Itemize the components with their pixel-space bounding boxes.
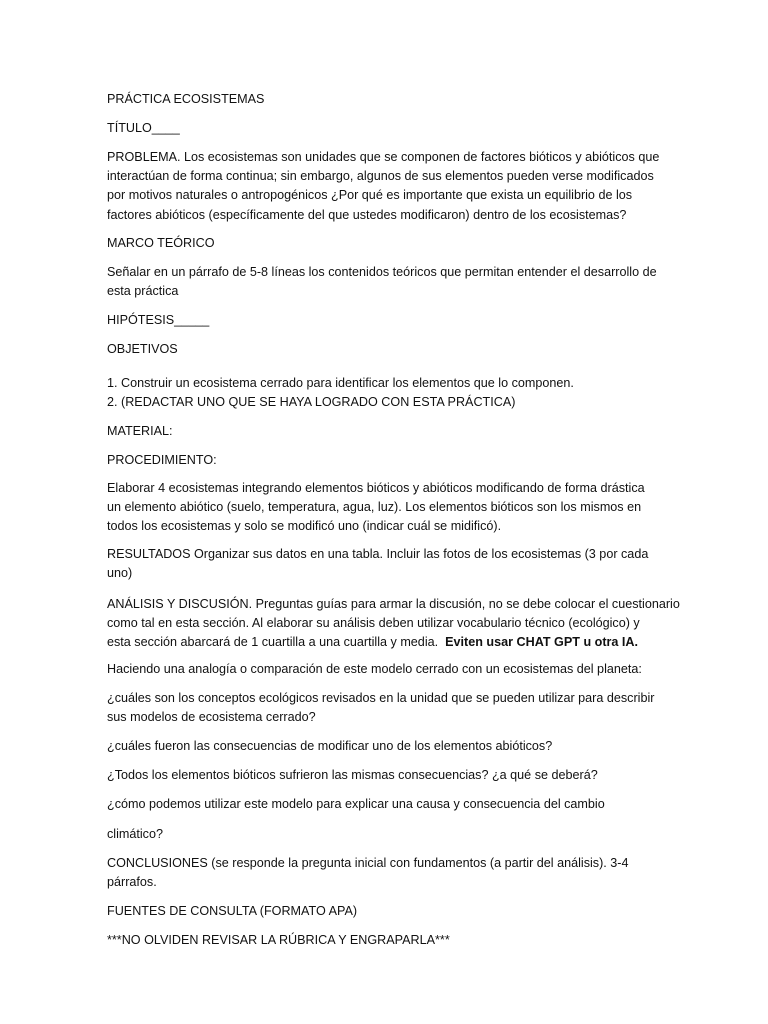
- pregunta-1: [107, 689, 654, 727]
- problema-paragraph: [107, 148, 659, 225]
- procedimiento-line: Elaborar 4 ecosistemas integrando elementos bióticos y abióticos modificando de forma drástica: [107, 481, 645, 495]
- procedimiento-heading: PROCEDIMIENTO:: [107, 453, 217, 467]
- analisis-line: [107, 633, 680, 652]
- pregunta-4: ¿cómo podemos utilizar este modelo para explicar una causa y consecuencia del cambio: [107, 797, 605, 811]
- problema-line: factores abióticos (específicamente del que ustedes modificaron) dentro de los ecosistemas?: [107, 207, 627, 222]
- pregunta-1-line: sus modelos de ecosistema cerrado?: [107, 710, 316, 725]
- pregunta-2: ¿cuáles fueron las consecuencias de modificar uno de los elementos abióticos?: [107, 739, 553, 753]
- pregunta-3: ¿Todos los elementos bióticos sufrieron las mismas consecuencias? ¿a qué se deberá?: [107, 768, 598, 782]
- analisis-line: como tal en esta sección. Al elaborar su análisis deben utilizar vocabulario técnico (ecológico) y: [107, 616, 640, 631]
- problema-line: PROBLEMA. Los ecosistemas son unidades que se componen de factores bióticos y abióticos que: [107, 150, 660, 164]
- conclusiones-paragraph: [107, 854, 629, 892]
- objetivo-item: 2. (REDACTAR UNO QUE SE HAYA LOGRADO CON ESTA PRÁCTICA): [107, 395, 516, 410]
- objetivo-item: 1. Construir un ecosistema cerrado para identificar los elementos que lo componen.: [107, 376, 574, 390]
- procedimiento-line: un elemento abiótico (suelo, temperatura, agua, luz). Los elementos bióticos son los mismos en: [107, 500, 642, 515]
- conclusiones-line: párrafos.: [107, 875, 157, 890]
- resultados-line: uno): [107, 566, 133, 581]
- problema-line: por motivos naturales o antropogénicos ¿Por qué es importante que exista un equilibrio de los: [107, 188, 633, 203]
- problema-line: interactúan de forma continua; sin embargo, algunos de sus elementos pueden verse modificados: [107, 169, 654, 184]
- analisis-line: ANÁLISIS Y DISCUSIÓN. Preguntas guías para armar la discusión, no se debe colocar el cuestionario: [107, 597, 680, 611]
- analisis-paragraph: [107, 595, 680, 653]
- titulo-field: TÍTULO____: [107, 121, 180, 135]
- document-title: PRÁCTICA ECOSISTEMAS: [107, 92, 265, 106]
- marco-line: Señalar en un párrafo de 5-8 líneas los contenidos teóricos que permitan entender el desarrollo de: [107, 265, 657, 279]
- marco-teorico-heading: MARCO TEÓRICO: [107, 236, 215, 250]
- pregunta-1-line: ¿cuáles son los conceptos ecológicos revisados en la unidad que se pueden utilizar para describir: [107, 691, 655, 705]
- analisis-last-text: esta sección abarcará de 1 cuartilla a una cuartilla y media.: [107, 635, 439, 650]
- analogia-text: Haciendo una analogía o comparación de este modelo cerrado con un ecosistemas del planeta:: [107, 662, 642, 676]
- marco-teorico-paragraph: [107, 263, 657, 301]
- resultados-line: RESULTADOS Organizar sus datos en una tabla. Incluir las fotos de los ecosistemas (3 por cada: [107, 547, 649, 561]
- conclusiones-line: CONCLUSIONES (se responde la pregunta inicial con fundamentos (a partir del análisis). 3-4: [107, 856, 629, 870]
- marco-line: esta práctica: [107, 284, 179, 299]
- fuentes-heading: FUENTES DE CONSULTA (FORMATO APA): [107, 904, 358, 918]
- objetivos-heading: OBJETIVOS: [107, 342, 178, 356]
- resultados-paragraph: [107, 545, 648, 583]
- procedimiento-line: todos los ecosistemas y solo se modificó uno (indicar cuál se midificó).: [107, 519, 502, 534]
- pregunta-4-continuation: climático?: [107, 827, 163, 841]
- hipotesis-field: HIPÓTESIS_____: [107, 313, 210, 327]
- procedimiento-paragraph: [107, 479, 645, 537]
- rubrica-note: ***NO OLVIDEN REVISAR LA RÚBRICA Y ENGRAPARLA***: [107, 933, 450, 947]
- no-ai-warning: Eviten usar CHAT GPT u otra IA.: [445, 635, 639, 650]
- material-heading: MATERIAL:: [107, 424, 173, 438]
- objetivos-list: [107, 374, 574, 412]
